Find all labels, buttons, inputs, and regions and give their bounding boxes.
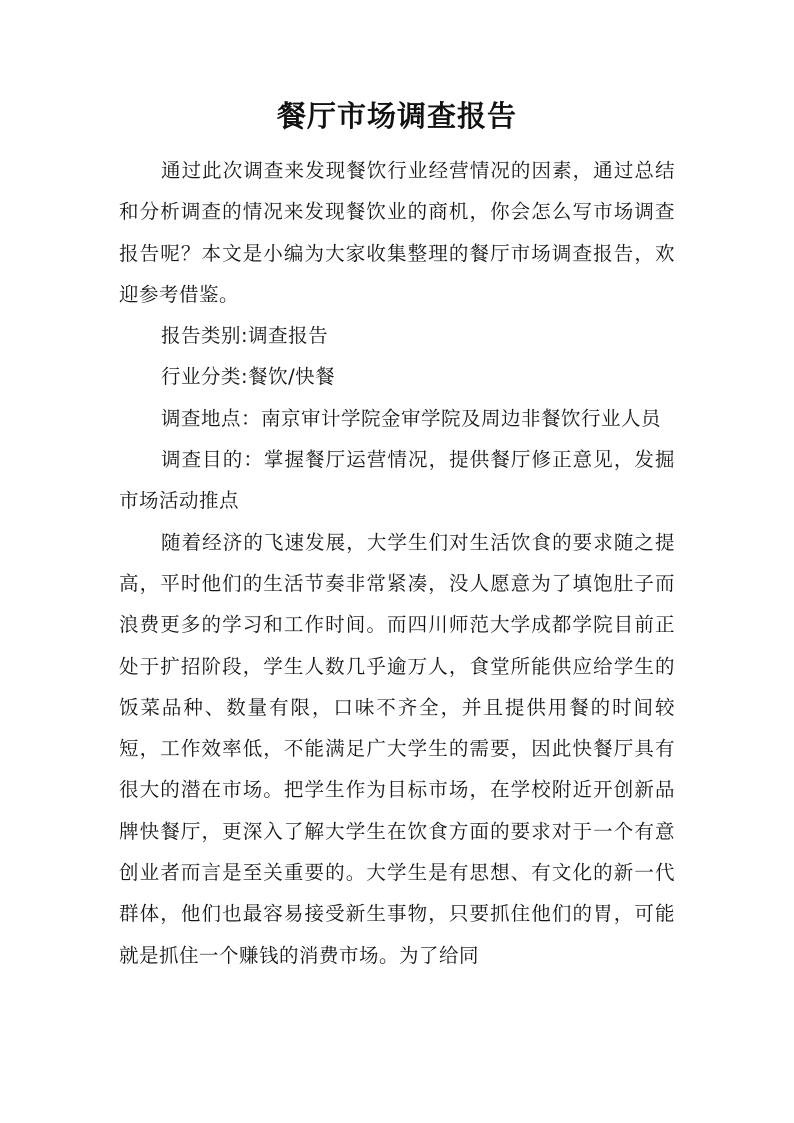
industry-category-paragraph: 行业分类:餐饮/快餐 [161, 365, 336, 389]
background-paragraph: 随着经济的飞速发展，大学生们对生活饮食的要求随之提高，平时他们的生活节奏非常紧凑，没人愿意为了填饱肚子而浪费更多的学习和工作时间。而四川师范大学成都学院目前正处于扩招阶段，学生人数几乎逾万人，食堂所能供应给学生的饭菜品种、数量有限，口味不齐全，并且提供用餐的时间较短，工作效率低，不能满足广大学生的需要，因此快餐厅具有很大的潜在市场。把学生作为目标市场，在学校附近开创新品牌快餐厅，更深入了解大学生在饮食方面的要求对于一个有意创业者而言是至关重要的。大学生是有思想、有文化的新一代群体，他们也最容易接受新生事物，只要抓住他们的胃，可能就是抓住一个赚钱的消费市场。为了给同 [119, 530, 675, 967]
intro-paragraph: 通过此次调查来发现餐饮行业经营情况的因素，通过总结和分析调查的情况来发现餐饮业的商机，你会怎么写市场调查报告呢？本文是小编为大家收集整理的餐厅市场调查报告，欢迎参考借鉴。 [119, 159, 675, 306]
survey-purpose-paragraph: 调查目的：掌握餐厅运营情况，提供餐厅修正意见，发掘市场活动推点 [119, 448, 675, 513]
document-body [119, 150, 675, 976]
document-title: 餐厅市场调查报告 [276, 99, 517, 133]
survey-location-paragraph: 调查地点：南京审计学院金审学院及周边非餐饮行业人员 [161, 406, 662, 430]
report-category-paragraph: 报告类别:调查报告 [161, 324, 329, 348]
